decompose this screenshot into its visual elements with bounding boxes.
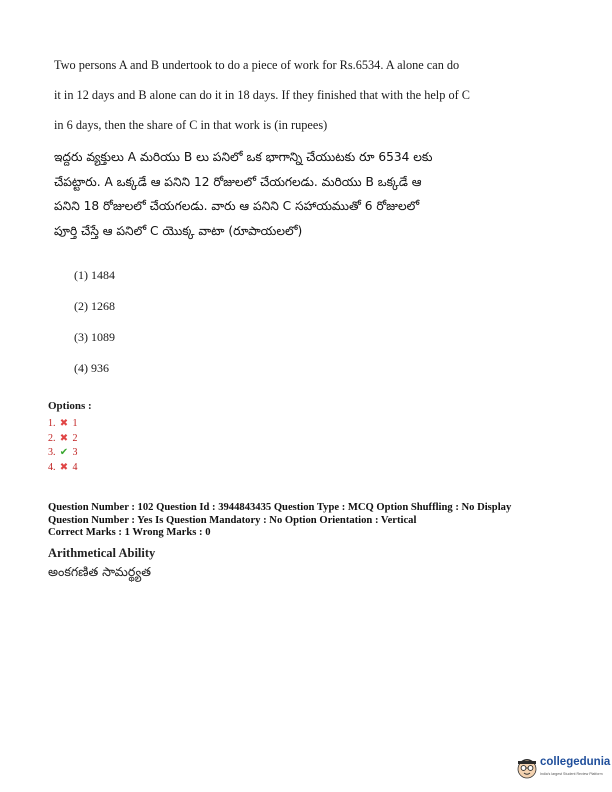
- answer-value: 3: [72, 447, 78, 459]
- section-title-telugu: అంకగణిత సామర్థ్యత: [48, 564, 151, 579]
- answer-number: 1.: [48, 418, 56, 429]
- logo-tagline: India's largest Student Review Platform: [540, 772, 603, 776]
- logo-name: collegedunia: [540, 756, 611, 768]
- option-3: (3) 1089: [74, 330, 115, 344]
- meta-line: Question Number : Yes Is Question Mandatory : No Option Orientation : Vertical: [48, 514, 417, 526]
- question-telugu-line: పనిని 18 రోజులలో చేయగలడు. వారు ఆ పనిని C సహాయముతో 6 రోజులలో: [54, 199, 420, 213]
- answer-row: [48, 446, 78, 461]
- question-telugu-line: చేపట్టారు. A ఒక్కడే ఆ పనిని 12 రోజులలో చేయగలడు. మరియు B ఒక్కడే ఆ: [54, 174, 422, 189]
- answer-number: 4.: [48, 461, 56, 473]
- answer-key: [48, 417, 78, 475]
- question-telugu: [54, 145, 524, 243]
- answer-row: [48, 417, 78, 432]
- check-icon: ✔: [59, 447, 69, 459]
- option-list: [74, 260, 115, 384]
- answer-number: 2.: [48, 432, 56, 444]
- option-4: (4) 936: [74, 361, 109, 375]
- question-meta: [48, 502, 511, 540]
- question-english: [54, 50, 524, 140]
- question-english-line: in 6 days, then the share of C in that work is (in rupees): [54, 118, 328, 132]
- question-english-line: it in 12 days and B alone can do it in 18 days. If they finished that with the help of C: [54, 88, 470, 102]
- answer-value: 1: [72, 418, 78, 429]
- cross-icon: ✖: [59, 418, 69, 429]
- option-1: (1) 1484: [74, 268, 115, 282]
- option-2: (2) 1268: [74, 299, 115, 313]
- question-telugu-line: ఇద్దరు వ్యక్తులు A మరియు B లు పనిలో ఒక భాగాన్ని చేయుటకు రూ 6534 లకు: [54, 150, 433, 164]
- answer-value: 2: [72, 432, 78, 444]
- answer-number: 3.: [48, 447, 56, 459]
- answer-row: [48, 432, 78, 447]
- cross-icon: ✖: [59, 432, 69, 444]
- section-title-english: Arithmetical Ability: [48, 546, 156, 560]
- cross-icon: ✖: [59, 461, 69, 473]
- options-heading: Options :: [48, 400, 92, 412]
- question-telugu-line: పూర్తి చేస్తే ఆ పనిలో C యొక్క వాటా (రూపాయలలో): [54, 223, 303, 238]
- meta-line: Question Number : 102 Question Id : 3944843435 Question Type : MCQ Option Shuffling : No Display: [48, 502, 512, 513]
- question-english-line: Two persons A and B undertook to do a piece of work for Rs.6534. A alone can do: [54, 58, 460, 72]
- meta-line: Correct Marks : 1 Wrong Marks : 0: [48, 527, 211, 538]
- answer-value: 4: [72, 461, 78, 473]
- answer-row: [48, 461, 78, 476]
- collegedunia-logo: [516, 752, 611, 786]
- mascot-icon: [516, 756, 538, 780]
